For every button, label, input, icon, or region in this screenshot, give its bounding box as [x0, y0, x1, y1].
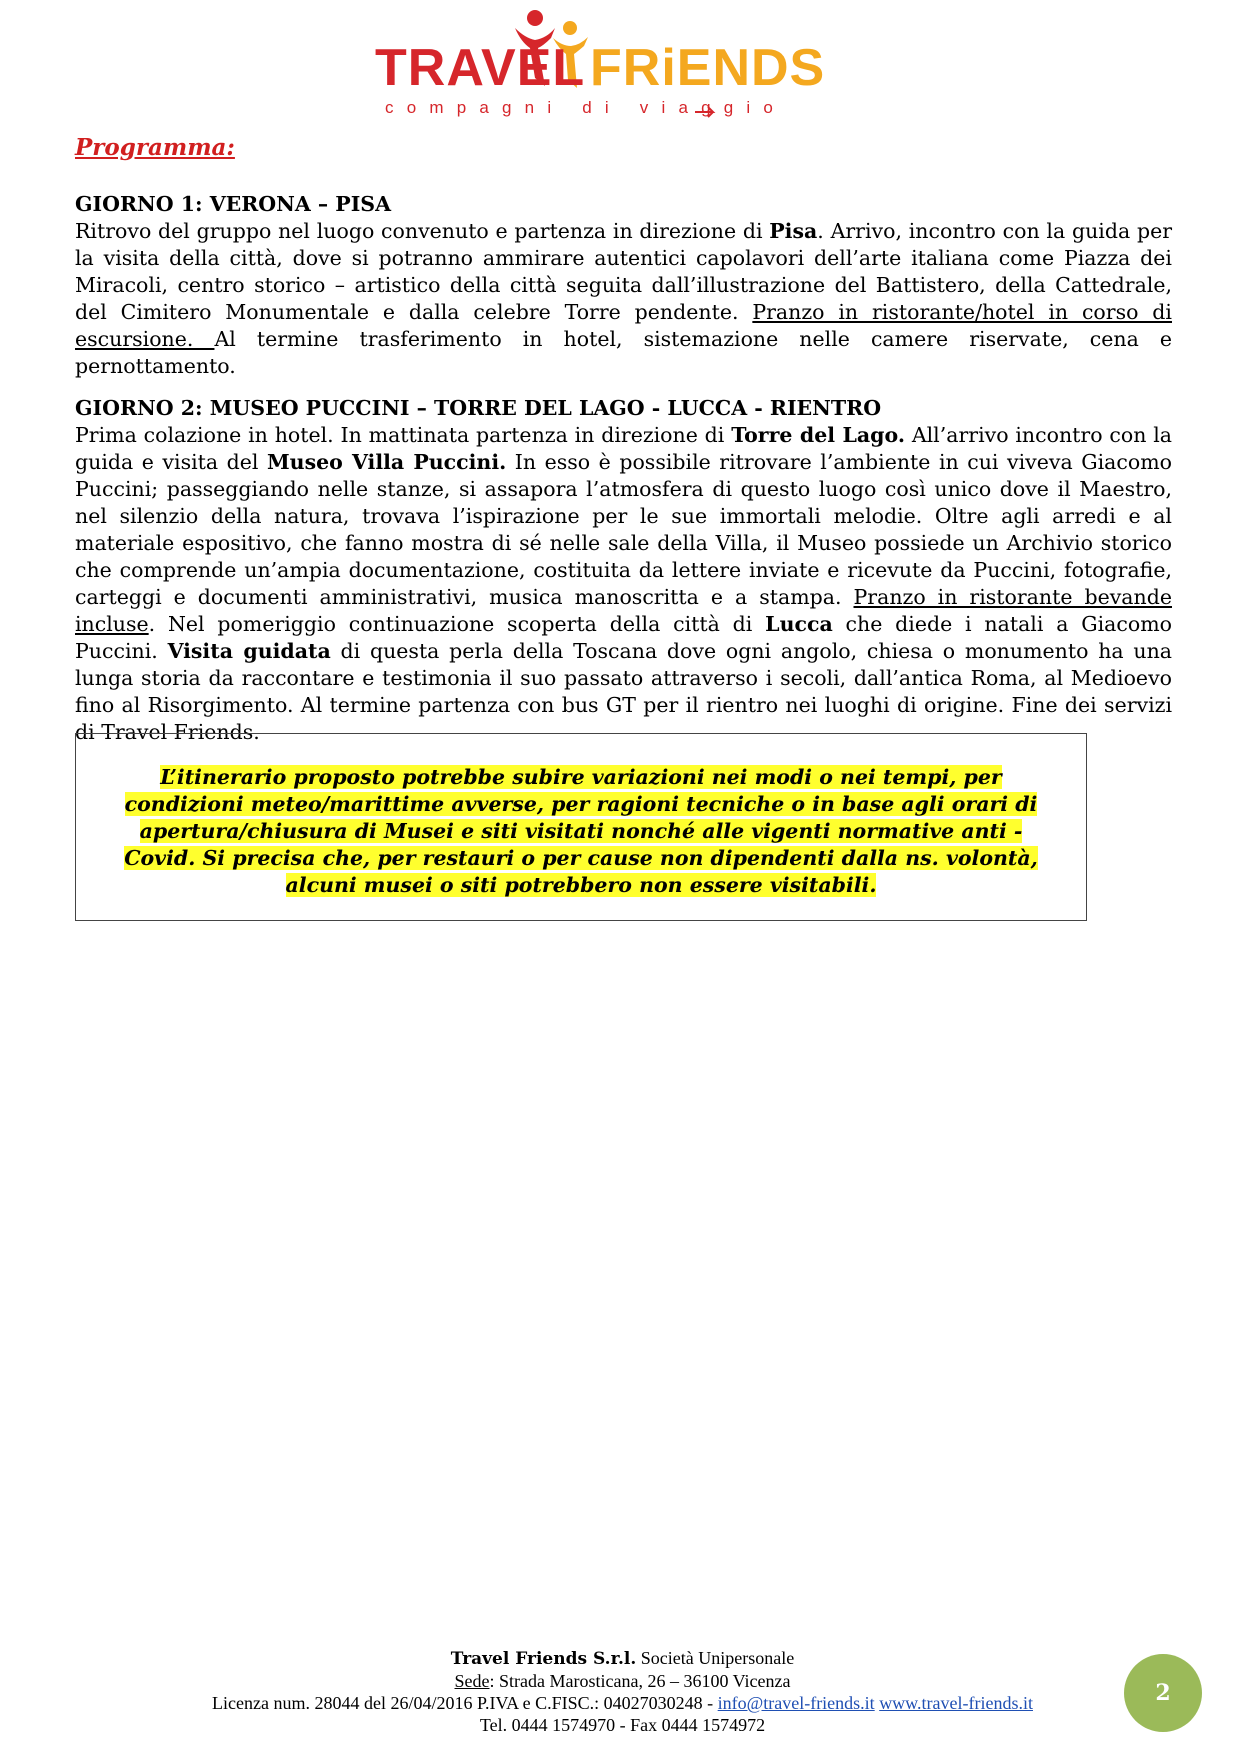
- section-heading: Programma:: [75, 134, 235, 161]
- footer-sede-address: : Strada Marosticana, 26 – 36100 Vicenza: [489, 1671, 791, 1691]
- footer-licenza-line: [150, 1692, 1095, 1714]
- day2-description: [75, 422, 1172, 746]
- footer-sede-line: [150, 1670, 1095, 1692]
- footer-company-line: [150, 1647, 1095, 1670]
- day2-text-1: Prima colazione in hotel. In mattinata partenza in direzione di: [75, 423, 732, 447]
- footer-email-link[interactable]: info@travel-friends.it: [717, 1693, 875, 1713]
- program-content: [75, 191, 1172, 761]
- day1-bold-pisa: Pisa: [769, 219, 818, 243]
- day2-text-6: di questa perla della Toscana dove ogni angolo, chiesa o monumento ha una lunga storia da raccontare e testimonia il suo passato attraverso i secoli, dall’antica Roma, al Medioevo fino al Risorgimento. Al termine partenza con bus GT per il rientro nei luoghi di origine. Fine dei servizi di Travel Friends.: [75, 639, 1173, 744]
- logo-word-friends: FRiENDS: [590, 39, 826, 97]
- footer-sede-label: Sede: [454, 1671, 490, 1691]
- page-number-badge: 2: [1124, 1654, 1202, 1732]
- day2-bold-visita: Visita guidata: [167, 639, 331, 663]
- logo-tagline: compagni di viaggio: [385, 98, 787, 117]
- travel-friends-logo: [375, 8, 826, 128]
- footer-website-link[interactable]: www.travel-friends.it: [879, 1693, 1033, 1713]
- notice-box: [75, 733, 1087, 921]
- day2-title: GIORNO 2: MUSEO PUCCINI – TORRE DEL LAGO - LUCCA - RIENTRO: [75, 396, 882, 420]
- day1-text-3: Al termine trasferimento in hotel, sistemazione nelle camere riservate, cena e pernottamento.: [75, 327, 1173, 378]
- day2-bold-torre: Torre del Lago.: [731, 423, 905, 447]
- day1-description: [75, 218, 1172, 380]
- day2-bold-museo: Museo Villa Puccini.: [266, 450, 507, 474]
- day2-bold-lucca: Lucca: [765, 612, 833, 636]
- footer-company-type: Società Unipersonale: [636, 1648, 795, 1668]
- footer-licenza: Licenza num. 28044 del 26/04/2016 P.IVA e C.FISC.: 04027030248 -: [212, 1693, 718, 1713]
- day2-text-4: . Nel pomeriggio continuazione scoperta della città di: [148, 612, 766, 636]
- footer-company-name: Travel Friends S.r.l.: [450, 1649, 637, 1669]
- footer-tel: Tel. 0444 1574970 - Fax 0444 1574972: [479, 1715, 766, 1735]
- notice-text: [106, 764, 1056, 899]
- day2-text-3: In esso è possibile ritrovare l’ambiente in cui viveva Giacomo Puccini; passeggiando nelle stanze, si assapora l’atmosfera di questo luogo così unico dove il Maestro, nel silenzio della natura, trovava l’ispirazione per le sue immortali melodie. Oltre agli arredi e al materiale espositivo, che fanno mostra di sé nelle sale della Villa, il Museo possiede un Archivio storico che comprende un’ampia documentazione, costituita da lettere inviate e ricevute da Puccini, fotografie, carteggi e documenti amministrativi, musica manoscritta e a stampa.: [75, 450, 1172, 609]
- notice-highlight: L’itinerario proposto potrebbe subire variazioni nei modi o nei tempi, per condizioni meteo/marittime avverse, per ragioni tecniche o in base agli orari di apertura/chiusura di Musei e siti visitati nonché alle vigenti normative anti - Covid. Si precisa che, per restauri o per cause non dipendenti dalla ns. volontà, alcuni musei o siti potrebbero non essere visitabili.: [124, 765, 1038, 897]
- day1-text-2: . Arrivo, incontro con la guida per la visita della città, dove si potranno ammirare autentici capolavori dell’arte italiana come Piazza dei Miracoli, centro storico – artistico della città seguita dall’illustrazione del Battistero, della Cattedrale, del Cimitero Monumentale e dalla celebre Torre pendente.: [75, 219, 1172, 324]
- day1-text-1: Ritrovo del gruppo nel luogo convenuto e partenza in direzione di: [75, 219, 770, 243]
- day2-text-2: All’arrivo incontro con la guida e visita del: [75, 423, 1173, 474]
- day1-title: GIORNO 1: VERONA – PISA: [75, 192, 391, 216]
- logo-word-travel: TRAVEL: [375, 39, 586, 97]
- page-footer: [150, 1647, 1095, 1736]
- day2-text-5: che diede i natali a Giacomo Puccini.: [75, 612, 1173, 663]
- day2-lunch-note: Pranzo in ristorante bevande incluse: [75, 585, 1172, 636]
- day1-lunch-note: Pranzo in ristorante/hotel in corso di escursione.: [75, 300, 1172, 351]
